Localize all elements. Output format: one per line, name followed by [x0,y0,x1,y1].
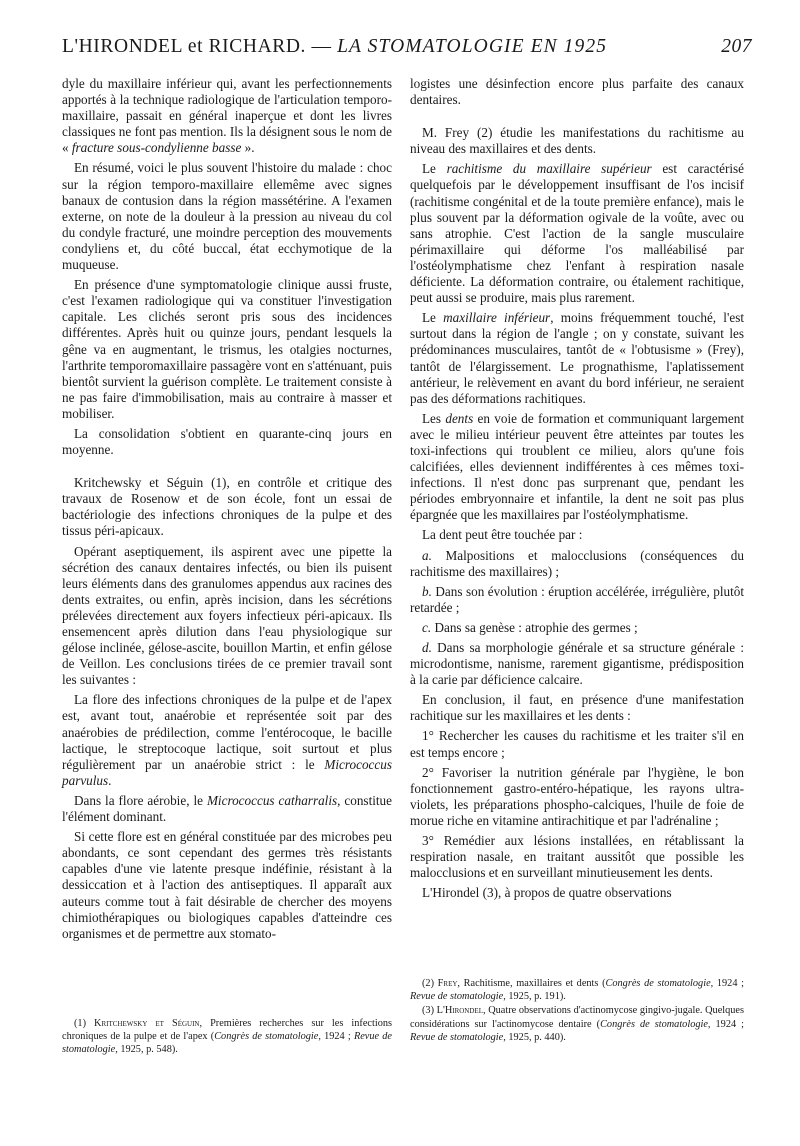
list-item: b. Dans son évolution : éruption accélérée, irrégulière, plutôt retardée ; [410,583,745,615]
header-dash: — [311,36,332,57]
paragraph: logistes une désinfection encore plus parfaite des canaux dentaires. [410,76,744,108]
paragraph: La dent peut être touchée par : [422,527,583,543]
footnote: (3) L'Hirondel, Quatre observations d'actinomycose gingivo-jugale. Quelques considérations sur l'actinomycose dentaire (Congrès de stomatologie, 1924 ; Revue de stomatologie, 1925, p. 440). [410,1005,745,1043]
paragraph: Le rachitisme du maxillaire supérieur est caractérisé quelquefois par le développement insuffisant de l'os incisif (rachitisme congénital et de la toute première enfance), mais le plus souvent par la déformation ogivale de la voûte, avec ou sans atrophie. C'est l'action de la sangle musculaire périmaxillaire qui déforme l'os malléabilisé par l'ostéolymphatisme chez l'enfant à respiration nasale déficiente. La déformation contraire, ou étalement rachitique, peut aussi se produire, mais plus rarement. [410,161,744,306]
paragraph: Si cette flore est en général constituée par des microbes peu abondants, ce sont cependant des germes très résistants capables d'une vie latente presque indéfinie, résistant à la dessiccation et à l'action des antiseptiques. Il apparaît aux auteurs comme tout à fait désirable de chercher des moyens chimiothérapiques ou biologiques capables d'atteindre ces organismes et de permettre aux stomato- [62,829,392,941]
right-column [410,76,744,901]
list-item: 3° Remédier aux lésions installées, en rétablissant la respiration nasale, en traitant aussitôt que possible les malocclusions et en surveillant minutieusement les dents. [410,833,744,881]
page-number: 207 [721,36,752,57]
list-item: d. Dans sa morphologie générale et sa structure générale : microdontisme, nanisme, rarement gigantisme, prédisposition à la carie par déficience calcaire. [410,640,744,688]
list-item: a. Malpositions et malocclusions (conséquences du rachitisme des maxillaires) ; [410,547,744,579]
paragraph: Opérant aseptiquement, ils aspirent avec une pipette la sécrétion des canaux dentaires infectés, ou bien ils puisent leurs éléments dans des granulomes appendus aux racines des dents extraites, ou enfin, après incision, dans les sécrétions prélevées directement aux foyers infectieux péri-apicaux. Ils ensemencent après dilution dans l'eau physiologique sur gélose inclinée, gélose-ascite, bouillon Martin, et enfin gélose de Veillon. Les conclusions tirées de ce premier travail sont les suivantes : [62,543,392,688]
header-journal: LA STOMATOLOGIE EN 1925 [337,36,608,57]
paragraph: En conclusion, il faut, en présence d'une manifestation rachitique sur les maxillaires et les dents : [410,692,744,724]
running-header [62,36,752,68]
paragraph: En résumé, voici le plus souvent l'histoire du malade : choc sur la région temporo-maxillaire ellemême avec signes banaux de contusion dans la région massétérine. A l'examen externe, on note de la douleur à la pression au niveau du col du condyle fracturé, une moindre perception des mouvements condyliens et, du côté buccal, état ecchymotique de la muqueuse. [62,160,392,273]
paragraph: La flore des infections chroniques de la pulpe et de l'apex est, avant tout, anaérobie et représentée soit par des anaérobies de prédilection, comme l'entérocoque, le bacille lactique, le streptocoque lactique, soit surtout et plus régulièrement par un anaérobie strict : le Micrococcus parvulus. [62,692,392,788]
footnote-area-right [410,977,744,1044]
paragraph: Le maxillaire inférieur, moins fréquemment touché, l'est surtout dans la région de l'angle ; on y constate, suivant les prédominances musculaires, tantôt de « l'obtusisme » (Frey), tantôt de l'élargissement. Le prognathisme, l'aplatissement antérieur, le relèvement en avant du bord inférieur, ne seraient pas des déformations rachitiques. [410,310,744,406]
paragraph: M. Frey (2) étudie les manifestations du rachitisme au niveau des maxillaires et des dents. [410,125,744,157]
paragraph: En présence d'une symptomatologie clinique aussi fruste, c'est l'examen radiologique qui va constituer l'investigation capitale. Les clichés seront pris sous des incidences différentes. Après huit ou quinze jours, pendant lesquels la gêne va en augmentant, le trismus, les otalgies nocturnes, l'arthrite temporomaxillaire passagère vont en s'atténuant, puis bientôt survient la guérison complète. Le traitement consiste à ne pas faire d'immobilisation, mais au contraire à masser et mobiliser. [62,277,392,421]
paragraph: dyle du maxillaire inférieur qui, avant les perfectionnements apportés à la technique radiologique de l'articulation temporo-maxillaire, passait en général inaperçue et dont les livres classiques ne font pas mention. Ils la désignent sous le nom de « fracture sous-condylienne basse ». [62,76,392,156]
left-column [62,76,392,942]
list-item: c. Dans sa genèse : atrophie des germes ; [422,619,638,635]
paragraph: La consolidation s'obtient en quarante-cinq jours en moyenne. [62,425,392,458]
header-title [62,36,607,58]
paragraph: Dans la flore aérobie, le Micrococcus catharralis, constitue l'élément dominant. [62,792,393,825]
footnote-area-left [62,1017,392,1057]
footnote: (1) Kritchewsky et Séguin, Premières recherches sur les infections chroniques de la pulpe et de l'apex (Congrès de stomatologie, 1924 ; Revue de stomatologie, 1925, p. 548). [62,1018,392,1056]
list-item: 1° Rechercher les causes du rachitisme et les traiter s'il en est temps encore ; [410,728,744,760]
paragraph: Les dents en voie de formation et communiquant largement avec le milieu intérieur peuvent être atteintes par toutes les toxi-infections qui troublent ce milieu, alors qu'une fois calcifiées, elles deviennent indifférentes à ces mêmes toxi-infections. Il n'est donc pas surprenant que, pendant les périodes embryonnaire et infantile, la dent ne soit pas plus épargnée que les maxillaires par l'ostéolymphatisme. [410,410,745,523]
header-authors: L'HIRONDEL et RICHARD. [62,36,307,57]
footnote: (2) Frey, Rachitisme, maxillaires et dents (Congrès de stomatologie, 1924 ; Revue de stomatologie, 1925, p. 191). [410,978,744,1003]
list-item: 2° Favoriser la nutrition générale par l'hygiène, le bon fonctionnement gastro-entéro-hépatique, les rayons ultra-violets, les préparations phospho-calciques, l'huile de foie de morue riche en vitamine antirachitique et par l'adrénaline ; [410,764,744,828]
paragraph: L'Hirondel (3), à propos de quatre observations [422,885,672,901]
paragraph: Kritchewsky et Séguin (1), en contrôle et critique des travaux de Rosenow et de son école, font un essai de bactériologie des infections chroniques de la pulpe et des tissus péri-apicaux. [62,475,392,539]
